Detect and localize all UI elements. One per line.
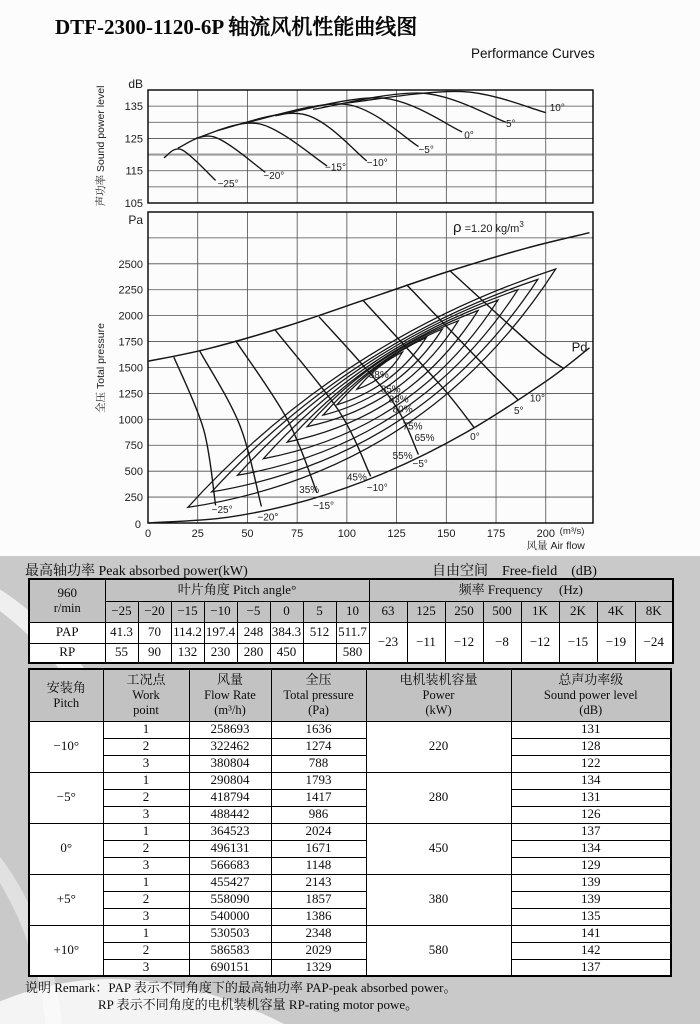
pitch-cell: +10°	[29, 925, 103, 976]
frequency-header: 频率 Frequency (Hz)	[369, 579, 673, 601]
power-cell: 380	[366, 874, 511, 925]
table-row	[29, 840, 671, 857]
flow-rate-cell: 558090	[189, 891, 271, 908]
work-point-cell: 1	[103, 874, 189, 891]
rp-value-cell: 90	[138, 643, 171, 663]
sound-ytick-label: 135	[124, 101, 143, 114]
total-pressure-cell: 1148	[271, 857, 366, 874]
frequency-correction-cell: −23	[369, 622, 407, 663]
total-pressure-cell: 1329	[271, 959, 366, 976]
work-point-cell: 3	[103, 857, 189, 874]
work-point-header-line: Work	[132, 688, 160, 703]
sound-power-cell: 128	[511, 738, 671, 755]
table-row	[29, 925, 671, 942]
flow-rate-cell: 496131	[189, 840, 271, 857]
pitch-cell: −10°	[29, 721, 103, 772]
pressure-xtick-label: 150	[437, 528, 456, 540]
pressure-ytick-label: 2000	[118, 310, 143, 323]
rp-value-cell: 230	[204, 643, 237, 663]
pressure-xtick-label: 75	[291, 528, 304, 540]
total-pressure-header-line: (Pa)	[308, 702, 329, 717]
table-row	[29, 579, 673, 601]
table-row	[29, 601, 673, 622]
table-row	[29, 959, 671, 976]
table-row	[29, 823, 671, 840]
sound-power-header-line: 总声功率级	[558, 672, 624, 688]
sound-power-cell: 131	[511, 721, 671, 738]
airflow-unit-label: (m³/s)	[559, 526, 585, 537]
work-point-cell: 3	[103, 755, 189, 772]
sound-ytick-label: 125	[124, 133, 143, 146]
total-pressure-header-line: Total pressure	[283, 688, 354, 703]
pressure-ytick-label: 2500	[118, 258, 143, 271]
frequency-band-header: 1K	[521, 601, 559, 622]
flow-rate-cell: 566683	[189, 857, 271, 874]
pressure-ytick-label: 500	[124, 466, 143, 479]
pressure-xtick-label: 50	[241, 528, 254, 540]
efficiency-label: 35%	[299, 484, 320, 496]
table-row	[29, 789, 671, 806]
sound-curve-label: 0°	[464, 130, 474, 142]
work-point-cell: 2	[103, 738, 189, 755]
pressure-xtick-label: 125	[387, 528, 406, 540]
frequency-band-header: 63	[369, 601, 407, 622]
power-header-line: 电机装机容量	[399, 672, 478, 688]
frequency-band-header: 125	[407, 601, 445, 622]
sound-curve-label: 5°	[505, 119, 516, 131]
pressure-ytick-label: 1500	[118, 362, 143, 375]
total-pressure-cell: 1274	[271, 738, 366, 755]
pitch-curve-label: −25°	[211, 505, 233, 517]
efficiency-label: 65%	[414, 433, 435, 445]
work-point-cell: 1	[103, 721, 189, 738]
total-pressure-cell: 1857	[271, 891, 366, 908]
sound-power-cell: 134	[511, 840, 671, 857]
stall-envelope-curve	[148, 233, 590, 362]
total-pressure-cell: 1671	[271, 840, 366, 857]
total-pressure-cell: 2143	[271, 874, 366, 891]
sound-power-header-line: (dB)	[579, 702, 603, 717]
pitch-curve-−25°	[174, 357, 216, 505]
pitch-angle-header: 叶片角度 Pitch angle°	[105, 579, 369, 601]
flow-rate-header-line: (m³/h)	[214, 702, 246, 717]
pitch-angle-col-header: −20	[138, 601, 171, 622]
total-pressure-cell: 1386	[271, 908, 366, 925]
frequency-correction-cell: −12	[445, 622, 483, 663]
sound-power-cell: 139	[511, 874, 671, 891]
power-cell: 450	[366, 823, 511, 874]
work-point-cell: 1	[103, 772, 189, 789]
rp-value-cell: 450	[270, 643, 303, 663]
total-pressure-cell: 2029	[271, 942, 366, 959]
sound-ytick-label: 105	[124, 198, 143, 210]
pitch-curve-−5°	[319, 317, 419, 455]
pitch-header-line: 安装角	[46, 679, 86, 695]
work-point-cell: 2	[103, 840, 189, 857]
sound-power-header	[511, 669, 671, 721]
density-note: ρ =1.20 $kg/m^3$	[453, 219, 524, 236]
rp-value-cell	[303, 643, 336, 663]
remark-block	[25, 980, 457, 1014]
flow-rate-cell: 322462	[189, 738, 271, 755]
pressure-xtick-label: 100	[337, 528, 357, 540]
power-header-line: Power	[422, 688, 455, 703]
table-row	[29, 891, 671, 908]
flow-rate-cell: 586583	[189, 942, 271, 959]
pitch-angle-col-header: −25	[105, 601, 138, 622]
frequency-band-header: 8K	[635, 601, 673, 622]
pitch-curve-label: 10°	[529, 393, 545, 405]
pitch-curve-label: 5°	[513, 406, 524, 418]
flow-rate-cell: 258693	[189, 721, 271, 738]
flow-rate-cell: 455427	[189, 874, 271, 891]
pitch-angle-col-header: 10	[336, 601, 369, 622]
pap-value-cell: 114.2	[171, 622, 204, 643]
efficiency-label: 83%	[388, 394, 409, 406]
rp-value-cell: 132	[171, 643, 204, 663]
sound-curve-label: −20°	[263, 170, 285, 182]
rp-value-cell: 280	[237, 643, 270, 663]
sound-curve-−5°	[247, 104, 418, 147]
work-point-cell: 2	[103, 789, 189, 806]
sound-power-cell: 142	[511, 942, 671, 959]
flow-rate-header-line: 风量	[216, 672, 243, 688]
pitch-angle-col-header: −5	[237, 601, 270, 622]
efficiency-label: 75%	[402, 421, 423, 433]
table-row	[29, 738, 671, 755]
pressure-ytick-label: 750	[124, 440, 143, 453]
pitch-header	[29, 669, 103, 721]
table-row	[29, 857, 671, 874]
sound-power-cell: 131	[511, 789, 671, 806]
sound-power-cell: 135	[511, 908, 671, 925]
pap-value-cell: 41.3	[105, 622, 138, 643]
remark-line-1: 说明 Remark：PAP 表示不同角度下的最高轴功率 PAP-peak absorbed power。	[25, 980, 457, 995]
flow-rate-cell: 418794	[189, 789, 271, 806]
frequency-correction-cell: −19	[597, 622, 635, 663]
table-row	[29, 942, 671, 959]
pd-label: Pd	[571, 339, 588, 355]
pap-value-cell: 248	[237, 622, 270, 643]
frequency-band-header: 2K	[559, 601, 597, 622]
efficiency-label: 85%	[380, 384, 401, 396]
work-point-cell: 3	[103, 959, 189, 976]
frequency-band-header: 250	[445, 601, 483, 622]
frequency-correction-cell: −24	[635, 622, 673, 663]
page-title: DTF-2300-1120-6P 轴流风机性能曲线图	[55, 15, 418, 39]
table-row	[29, 908, 671, 925]
pitch-cell: +5°	[29, 874, 103, 925]
rp-value-cell: 55	[105, 643, 138, 663]
flow-rate-cell: 364523	[189, 823, 271, 840]
airflow-axis-title: 风量 Air flow	[526, 540, 585, 552]
pressure-xtick-label: 0	[144, 528, 152, 540]
work-point-cell: 1	[103, 823, 189, 840]
pitch-curve-label: −15°	[313, 501, 335, 513]
flow-rate-cell: 290804	[189, 772, 271, 789]
flow-rate-cell: 380804	[189, 755, 271, 772]
pitch-header-line: Pitch	[53, 695, 80, 710]
pap-row-label: PAP	[29, 622, 105, 643]
pressure-xtick-label: 25	[191, 528, 204, 540]
sound-curve-label: −5°	[418, 144, 434, 156]
frequency-correction-cell: −12	[521, 622, 559, 663]
sound-ytick-label: 115	[125, 165, 143, 178]
pressure-ytick-label: 1750	[118, 336, 143, 349]
work-point-cell: 1	[103, 925, 189, 942]
frequency-band-header: 500	[483, 601, 521, 622]
table-row	[29, 622, 673, 643]
flow-rate-header	[189, 669, 271, 721]
sound-power-cell: 126	[511, 806, 671, 823]
work-point-header-line: 工况点	[126, 672, 166, 688]
rp-value-cell: 580	[336, 643, 369, 663]
power-header	[366, 669, 511, 721]
pitch-cell: −5°	[29, 772, 103, 823]
work-point-cell: 3	[103, 806, 189, 823]
remark-line-2: RP 表示不同角度的电机装机容量 RP-rating motor powe。	[98, 996, 419, 1012]
table-row	[29, 669, 671, 721]
total-pressure-cell: 986	[271, 806, 366, 823]
sound-power-cell: 141	[511, 925, 671, 942]
efficiency-label: 80%	[392, 404, 413, 416]
total-pressure-cell: 788	[271, 755, 366, 772]
pitch-curve-label: 0°	[470, 432, 480, 444]
sound-curve-label: −15°	[325, 162, 346, 174]
sound-yaxis-title: 声功率 Sound power level	[95, 85, 107, 207]
work-point-header	[103, 669, 189, 721]
table-row	[29, 721, 671, 738]
sound-curve-label: 10°	[549, 102, 565, 114]
table-row	[29, 755, 671, 772]
pitch-curve-label: −10°	[366, 482, 388, 494]
power-cell: 580	[366, 925, 511, 976]
work-point-cell: 3	[103, 908, 189, 925]
pap-value-cell: 511.7	[336, 622, 369, 643]
power-cell: 280	[366, 772, 511, 823]
pressure-ytick-label: 2250	[118, 284, 143, 297]
pressure-ytick-label: 250	[124, 492, 143, 505]
speed-cell	[29, 579, 105, 622]
flow-rate-header-line: Flow Rate	[204, 688, 256, 703]
pressure-yaxis-title: 全压 Total pressure	[95, 323, 107, 413]
sound-power-cell: 137	[511, 959, 671, 976]
power-header-line: (kW)	[425, 702, 452, 717]
total-pressure-cell: 1417	[271, 789, 366, 806]
operating-points-table	[28, 668, 672, 977]
sound-curve-label: −10°	[366, 157, 388, 169]
pressure-unit-label: Pa	[128, 213, 143, 227]
sound-curve-label: −25°	[217, 178, 239, 190]
flow-rate-cell: 488442	[189, 806, 271, 823]
work-point-cell: 2	[103, 942, 189, 959]
flow-rate-cell: 690151	[189, 959, 271, 976]
pap-value-cell: 384.3	[270, 622, 303, 643]
sound-power-cell: 134	[511, 772, 671, 789]
flow-rate-cell: 540000	[189, 908, 271, 925]
peak-absorbed-power-label: 最高轴功率 Peak absorbed power(kW)	[25, 564, 248, 579]
total-pressure-header-line: 全压	[305, 672, 332, 688]
sound-power-cell: 137	[511, 823, 671, 840]
pap-value-cell: 197.4	[204, 622, 237, 643]
sound-power-cell: 139	[511, 891, 671, 908]
table-row	[29, 806, 671, 823]
work-point-header-line: point	[133, 702, 159, 717]
speed-cell-line: r/min	[53, 601, 81, 616]
rp-row-label: RP	[29, 643, 105, 663]
frequency-correction-cell: −11	[407, 622, 445, 663]
table-row	[29, 874, 671, 891]
total-pressure-cell: 1636	[271, 721, 366, 738]
frequency-correction-cell: −15	[559, 622, 597, 663]
sound-power-header-line: Sound power level	[543, 688, 638, 703]
power-cell: 220	[366, 721, 511, 772]
frequency-correction-cell: −8	[483, 622, 521, 663]
pressure-xtick-label: 175	[486, 528, 506, 540]
pressure-ytick-label: 1000	[118, 414, 143, 427]
total-pressure-cell: 2024	[271, 823, 366, 840]
total-pressure-cell: 2348	[271, 925, 366, 942]
total-pressure-cell: 1793	[271, 772, 366, 789]
pressure-ytick-label: 0	[134, 519, 141, 531]
work-point-cell: 2	[103, 891, 189, 908]
flow-rate-cell: 530503	[189, 925, 271, 942]
pap-value-cell: 70	[138, 622, 171, 643]
sound-power-cell: 129	[511, 857, 671, 874]
sound-curve-5°	[313, 93, 506, 122]
pitch-cell: 0°	[29, 823, 103, 874]
speed-cell-line: 960	[57, 585, 77, 601]
sound-curve-−15°	[196, 123, 327, 166]
peak-power-table	[28, 578, 674, 664]
performance-curves-label: Performance Curves	[471, 46, 595, 61]
sound-power-cell: 122	[511, 755, 671, 772]
efficiency-label: 45%	[346, 472, 367, 484]
pitch-angle-col-header: −15	[171, 601, 204, 622]
pressure-ytick-label: 1250	[118, 388, 143, 401]
pitch-angle-col-header: −10	[204, 601, 237, 622]
table-row	[29, 772, 671, 789]
efficiency-label: 88%	[368, 369, 389, 381]
pitch-angle-col-header: 0	[270, 601, 303, 622]
frequency-band-header: 4K	[597, 601, 635, 622]
total-pressure-header	[271, 669, 366, 721]
free-field-label: 自由空间 Free-field (dB)	[432, 564, 597, 579]
sound-unit-label: dB	[128, 77, 143, 91]
pitch-angle-col-header: 5	[303, 601, 336, 622]
efficiency-contour-35%	[188, 269, 556, 507]
efficiency-contour-45%	[212, 279, 538, 492]
efficiency-label: 55%	[392, 451, 413, 463]
pressure-xtick-label: 200	[536, 528, 555, 540]
pitch-curve-label: −5°	[412, 459, 428, 471]
pap-value-cell: 512	[303, 622, 336, 643]
pitch-curve-label: −20°	[257, 512, 279, 524]
